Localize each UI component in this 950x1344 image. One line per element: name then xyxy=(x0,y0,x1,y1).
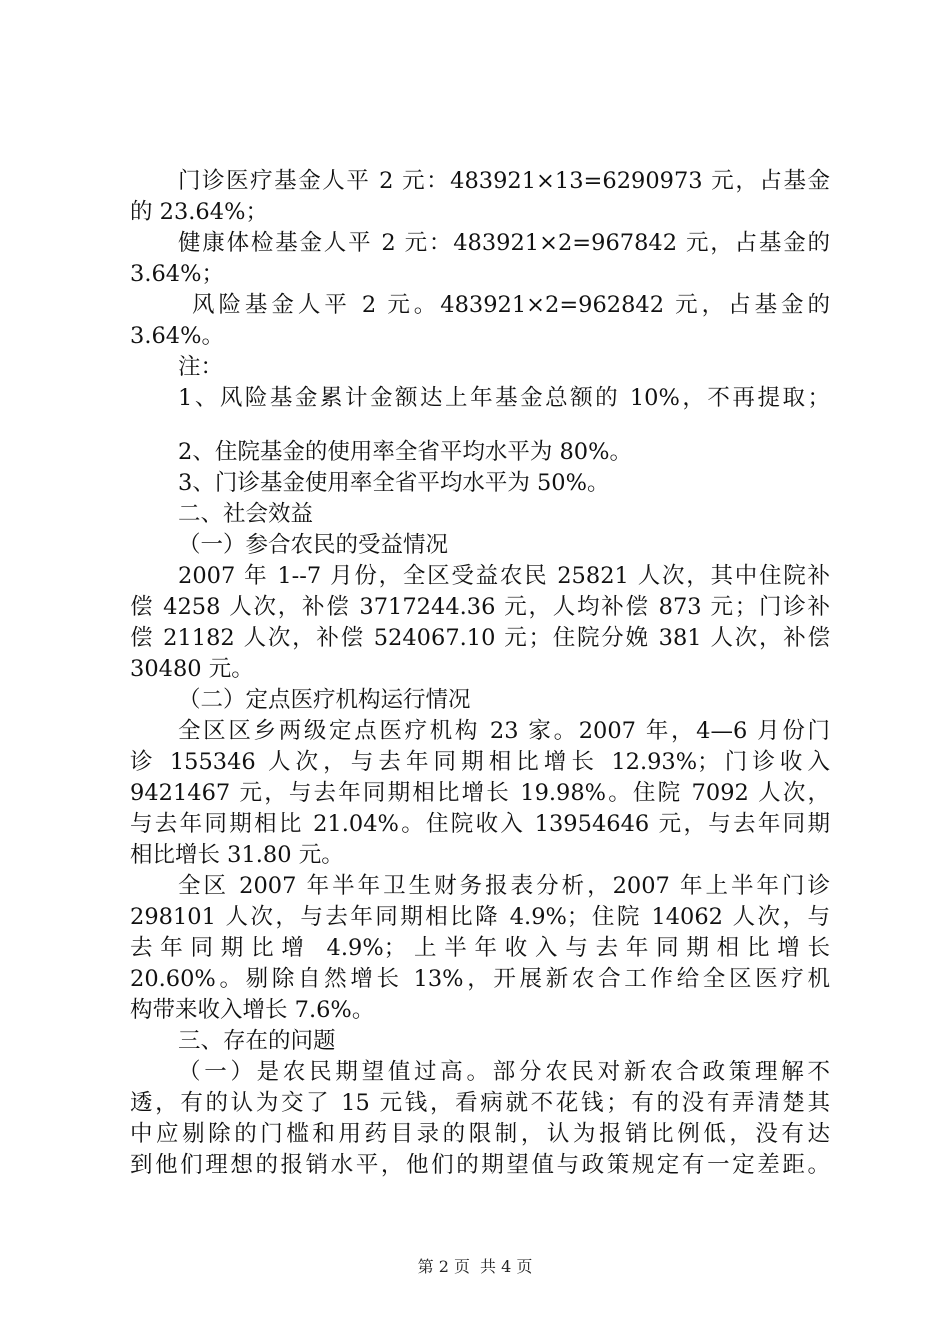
paragraph-line: 9421467 元，与去年同期相比增长 19.98%。住院 7092 人次， xyxy=(130,780,830,806)
paragraph-line: 与去年同期相比 21.04%。住院收入 13954646 元，与去年同期 xyxy=(130,811,830,837)
paragraph-line: （一）是农民期望值过高。部分农民对新农合政策理解不 xyxy=(178,1059,830,1085)
page-total: 共 4 页 xyxy=(480,1257,533,1276)
paragraph-line: 风险基金人平 2 元。483921×2=962842 元，占基金的 xyxy=(192,292,830,318)
paragraph-line: 中应剔除的门槛和用药目录的限制，认为报销比例低，没有达 xyxy=(130,1121,830,1147)
section-heading: 三、存在的问题 xyxy=(178,1028,336,1054)
document-body xyxy=(130,166,830,1181)
paragraph-line: 门诊医疗基金人平 2 元：483921×13=6290973 元，占基金 xyxy=(178,168,830,194)
section-heading: 二、社会效益 xyxy=(178,501,314,527)
page-number: 第 2 页 xyxy=(417,1257,470,1276)
paragraph-line: 20.60%。剔除自然增长 13%，开展新农合工作给全区医疗机 xyxy=(130,966,830,992)
paragraph-line: 3.64%； xyxy=(130,261,224,287)
paragraph-line: 2007 年 1--7 月份，全区受益农民 25821 人次，其中住院补 xyxy=(178,563,830,589)
paragraph-line: 透，有的认为交了 15 元钱，看病就不花钱；有的没有弄清楚其 xyxy=(130,1090,830,1116)
paragraph-line: 的 23.64%； xyxy=(130,199,268,225)
note-item: 2、住院基金的使用率全省平均水平为 80%。 xyxy=(178,439,632,465)
paragraph-line: 去年同期比增 4.9%；上半年收入与去年同期相比增长 xyxy=(130,935,830,961)
paragraph-line: 全区 2007 年半年卫生财务报表分析，2007 年上半年门诊 xyxy=(178,873,830,899)
paragraph-line: 构带来收入增长 7.6%。 xyxy=(130,997,375,1023)
paragraph-line: 全区区乡两级定点医疗机构 23 家。2007 年，4—6 月份门 xyxy=(178,718,830,744)
page-footer xyxy=(0,1254,950,1277)
paragraph-line: 3.64%。 xyxy=(130,323,224,349)
paragraph-line: 30480 元。 xyxy=(130,656,254,682)
note-item: 3、门诊基金使用率全省平均水平为 50%。 xyxy=(178,470,610,496)
subsection-heading: （二）定点医疗机构运行情况 xyxy=(178,687,471,713)
paragraph-line: 到他们理想的报销水平，他们的期望值与政策规定有一定差距。 xyxy=(130,1152,830,1178)
note-item: 1、风险基金累计金额达上年基金总额的 10%，不再提取； xyxy=(178,385,830,411)
paragraph-line: 相比增长 31.80 元。 xyxy=(130,842,344,868)
paragraph-line: 诊 155346 人次，与去年同期相比增长 12.93%；门诊收入 xyxy=(130,749,830,775)
paragraph-line: 健康体检基金人平 2 元：483921×2=967842 元，占基金的 xyxy=(178,230,830,256)
paragraph-line: 偿 21182 人次，补偿 524067.10 元；住院分娩 381 人次，补偿 xyxy=(130,625,830,651)
paragraph-line: 偿 4258 人次，补偿 3717244.36 元，人均补偿 873 元；门诊补 xyxy=(130,594,830,620)
paragraph-line: 298101 人次，与去年同期相比降 4.9%；住院 14062 人次，与 xyxy=(130,904,830,930)
note-heading: 注： xyxy=(178,354,224,380)
subsection-heading: （一）参合农民的受益情况 xyxy=(178,532,449,558)
